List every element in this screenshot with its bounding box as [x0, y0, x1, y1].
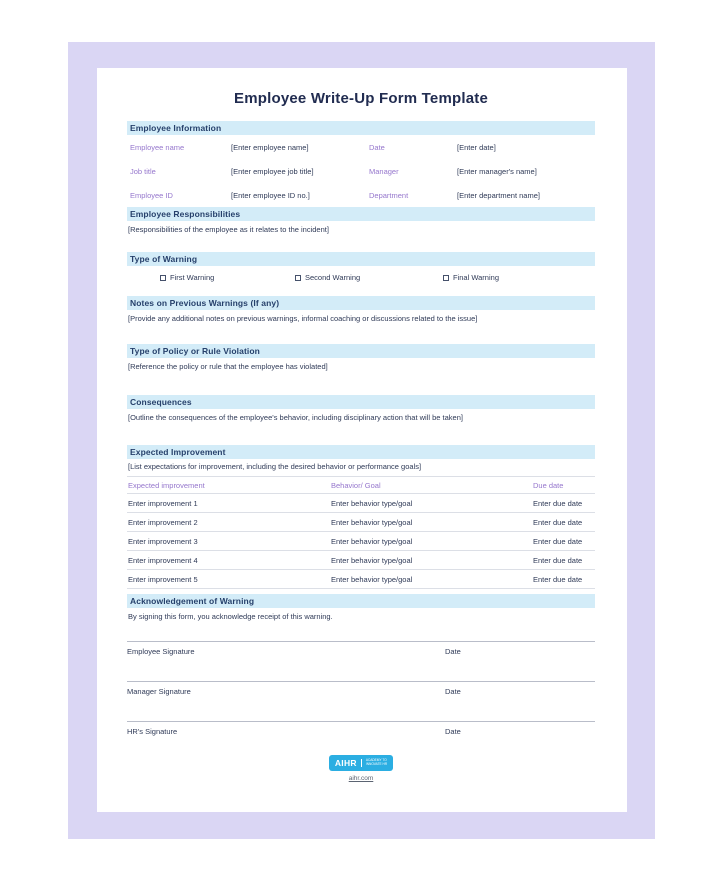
behavior-cell: Enter behavior type/goal — [331, 536, 413, 546]
aihr-logo — [329, 755, 393, 771]
header-due-date: Due date — [533, 480, 564, 490]
employee-signature-row — [127, 641, 595, 681]
section-header-employee-information: Employee Information — [127, 121, 595, 135]
final-warning-checkbox[interactable] — [443, 275, 449, 281]
behavior-cell: Enter behavior type/goal — [331, 498, 413, 508]
table-row — [127, 532, 595, 551]
aihr-logo-text: AIHR — [334, 758, 357, 768]
hr-signature-row — [127, 721, 595, 753]
aihr-logo-tagline: ACADEMY TO INNOVATE HR — [361, 759, 387, 766]
improvement-cell: Enter improvement 2 — [128, 517, 198, 527]
improvement-table-header-row — [127, 476, 595, 494]
employee-signature-label: Employee Signature — [127, 647, 195, 656]
header-behavior-goal: Behavior/ Goal — [331, 480, 381, 490]
second-warning-checkbox[interactable] — [295, 275, 301, 281]
acknowledgement-text: By signing this form, you acknowledge receipt of this warning. — [128, 612, 333, 621]
job-title-value: [Enter employee job title] — [231, 166, 314, 176]
due-date-cell: Enter due date — [533, 517, 583, 527]
employee-id-label: Employee ID — [130, 190, 173, 200]
section-header-acknowledgement: Acknowledgement of Warning — [127, 594, 595, 608]
employee-information-fields — [127, 135, 595, 207]
aihr-site-link[interactable]: aihr.com — [348, 775, 374, 782]
second-warning-option[interactable] — [295, 273, 360, 282]
section-header-previous-warnings: Notes on Previous Warnings (If any) — [127, 296, 595, 310]
table-row — [127, 494, 595, 513]
expected-improvement-placeholder: [List expectations for improvement, including the desired behavior or performance goals] — [128, 462, 422, 471]
final-warning-option[interactable] — [443, 273, 499, 282]
manager-signature-label: Manager Signature — [127, 687, 191, 696]
hr-signature-date-label: Date — [445, 727, 461, 736]
footer — [127, 753, 595, 782]
date-label: Date — [369, 142, 385, 152]
improvement-cell: Enter improvement 5 — [128, 574, 198, 584]
improvement-table — [127, 476, 595, 589]
table-row — [127, 513, 595, 532]
due-date-cell: Enter due date — [533, 498, 583, 508]
warning-options-row — [127, 273, 595, 283]
section-header-consequences: Consequences — [127, 395, 595, 409]
manager-label: Manager — [369, 166, 399, 176]
due-date-cell: Enter due date — [533, 574, 583, 584]
table-row — [127, 570, 595, 589]
due-date-cell: Enter due date — [533, 555, 583, 565]
first-warning-checkbox[interactable] — [160, 275, 166, 281]
department-label: Department — [369, 190, 409, 200]
first-warning-label: First Warning — [170, 273, 215, 282]
due-date-cell: Enter due date — [533, 536, 583, 546]
department-value: [Enter department name] — [457, 190, 540, 200]
employee-name-value: [Enter employee name] — [231, 142, 309, 152]
employee-name-label: Employee name — [130, 142, 185, 152]
final-warning-label: Final Warning — [453, 273, 499, 282]
policy-violation-placeholder: [Reference the policy or rule that the employee has violated] — [128, 362, 328, 371]
manager-signature-row — [127, 681, 595, 721]
previous-warnings-placeholder: [Provide any additional notes on previous warnings, informal coaching or discussions related to the issue] — [128, 314, 478, 323]
section-header-type-of-warning: Type of Warning — [127, 252, 595, 266]
behavior-cell: Enter behavior type/goal — [331, 555, 413, 565]
employee-signature-date-label: Date — [445, 647, 461, 656]
employee-id-value: [Enter employee ID no.] — [231, 190, 310, 200]
hr-signature-label: HR's Signature — [127, 727, 178, 736]
first-warning-option[interactable] — [160, 273, 214, 282]
section-header-policy-violation: Type of Policy or Rule Violation — [127, 344, 595, 358]
job-title-label: Job title — [130, 166, 156, 176]
section-header-expected-improvement: Expected Improvement — [127, 445, 595, 459]
behavior-cell: Enter behavior type/goal — [331, 574, 413, 584]
consequences-placeholder: [Outline the consequences of the employee's behavior, including disciplinary action that will be taken] — [128, 413, 463, 422]
second-warning-label: Second Warning — [305, 273, 361, 282]
page-title: Employee Write-Up Form Template — [233, 90, 489, 107]
manager-signature-date-label: Date — [445, 687, 461, 696]
improvement-cell: Enter improvement 4 — [128, 555, 198, 565]
document-page — [97, 68, 627, 812]
table-row — [127, 551, 595, 570]
section-header-employee-responsibilities: Employee Responsibilities — [127, 207, 595, 221]
employee-responsibilities-placeholder: [Responsibilities of the employee as it relates to the incident] — [128, 225, 329, 234]
header-expected-improvement: Expected improvement — [128, 480, 205, 490]
improvement-cell: Enter improvement 3 — [128, 536, 198, 546]
improvement-cell: Enter improvement 1 — [128, 498, 198, 508]
behavior-cell: Enter behavior type/goal — [331, 517, 413, 527]
manager-value: [Enter manager's name] — [457, 166, 537, 176]
date-value: [Enter date] — [457, 142, 496, 152]
